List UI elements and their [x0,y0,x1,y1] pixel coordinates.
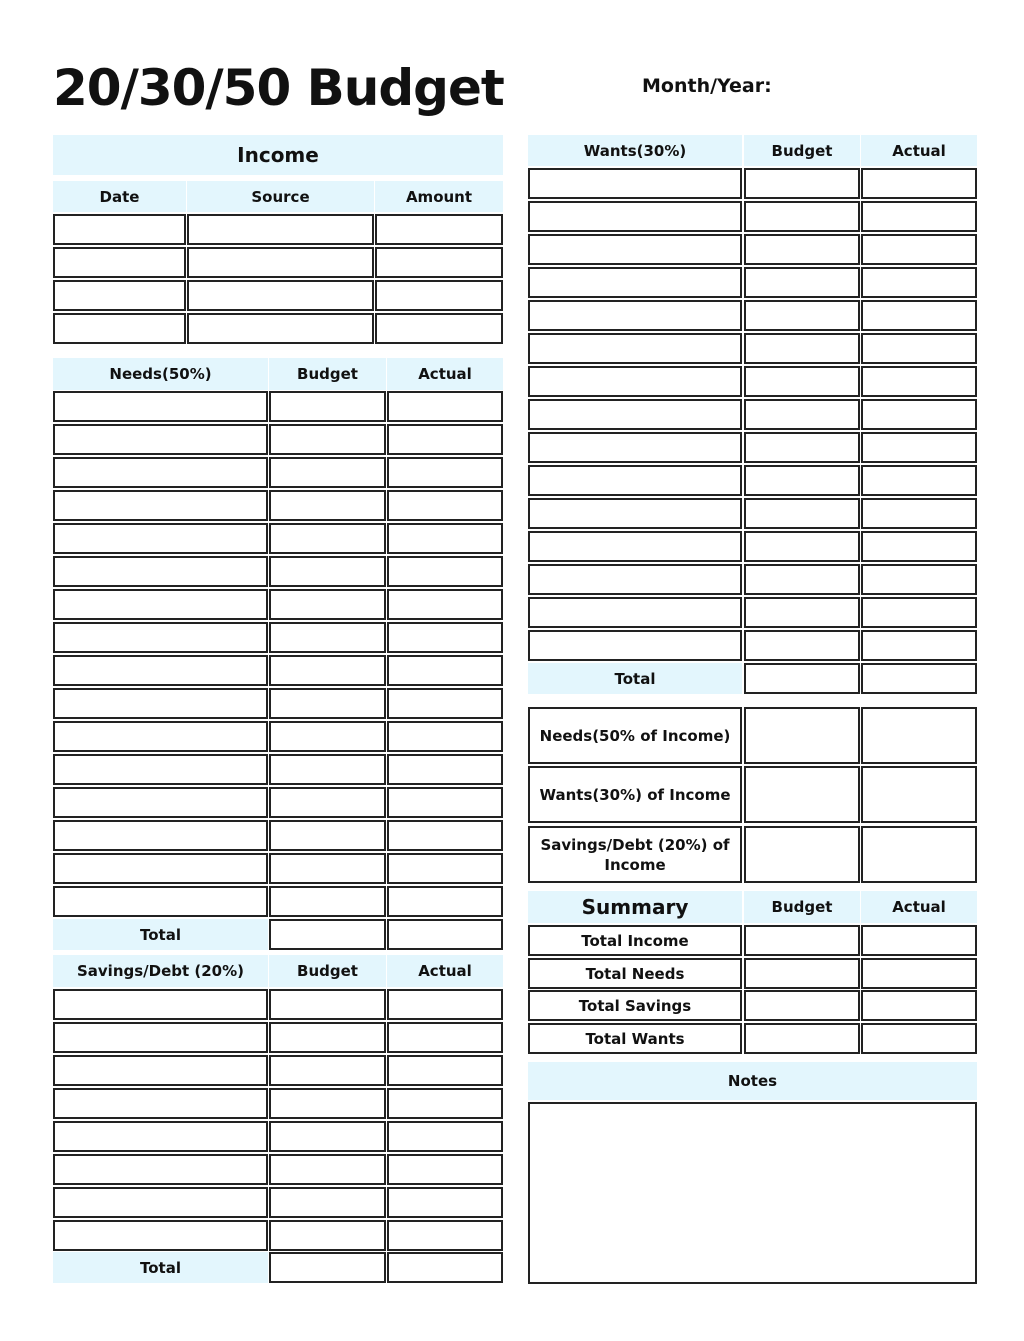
wants-input-cell[interactable] [744,531,860,562]
allocation-label: Wants(30%) of Income [528,766,742,823]
wants-input-cell[interactable] [744,498,860,529]
wants-column-header: Wants(30%) [528,135,742,166]
wants-input-cell[interactable] [861,564,977,595]
savings-input-cell[interactable] [269,989,386,1020]
summary-column-header: Actual [861,891,977,923]
savings-input-cell[interactable] [53,1121,268,1152]
wants-input-cell[interactable] [744,201,860,232]
needs-input-cell[interactable] [387,523,503,554]
wants-input-cell[interactable] [861,465,977,496]
needs-column-header: Actual [387,358,503,390]
needs-total-actual-cell[interactable] [387,919,503,950]
needs-input-cell[interactable] [53,457,268,488]
wants-input-cell[interactable] [528,564,742,595]
needs-input-cell[interactable] [53,721,268,752]
needs-input-cell[interactable] [387,391,503,422]
needs-input-cell[interactable] [387,688,503,719]
needs-input-cell[interactable] [269,391,386,422]
wants-input-cell[interactable] [744,366,860,397]
savings-total-label: Total [53,1252,268,1283]
needs-input-cell[interactable] [269,490,386,521]
savings-column-header: Actual [387,955,503,987]
needs-input-cell[interactable] [53,688,268,719]
wants-input-cell[interactable] [528,300,742,331]
summary-row-label: Total Needs [528,958,742,989]
needs-input-cell[interactable] [387,820,503,851]
needs-input-cell[interactable] [387,721,503,752]
savings-input-cell[interactable] [269,1187,386,1218]
income-input-cell[interactable] [375,280,503,311]
income-column-header: Amount [375,181,503,212]
savings-input-cell[interactable] [53,989,268,1020]
wants-input-cell[interactable] [744,432,860,463]
needs-column-header: Needs(50%) [53,358,268,390]
summary-actual-cell[interactable] [861,990,977,1021]
allocation-actual-cell[interactable] [861,707,977,764]
page-title: 20/30/50 Budget [53,59,504,117]
needs-input-cell[interactable] [269,688,386,719]
needs-column-header: Budget [269,358,386,390]
allocation-label: Needs(50% of Income) [528,707,742,764]
wants-input-cell[interactable] [744,564,860,595]
needs-input-cell[interactable] [53,820,268,851]
needs-input-cell[interactable] [53,655,268,686]
needs-input-cell[interactable] [269,457,386,488]
savings-input-cell[interactable] [269,1121,386,1152]
savings-input-cell[interactable] [269,1154,386,1185]
summary-row-label: Total Savings [528,990,742,1021]
summary-row-label: Total Wants [528,1023,742,1054]
needs-input-cell[interactable] [387,853,503,884]
savings-input-cell[interactable] [387,1154,503,1185]
needs-input-cell[interactable] [387,754,503,785]
needs-input-cell[interactable] [269,820,386,851]
needs-input-cell[interactable] [269,589,386,620]
wants-input-cell[interactable] [744,597,860,628]
wants-input-cell[interactable] [861,168,977,199]
wants-input-cell[interactable] [861,333,977,364]
notes-title: Notes [528,1062,977,1100]
wants-input-cell[interactable] [861,531,977,562]
summary-title: Summary [528,891,742,923]
needs-input-cell[interactable] [269,721,386,752]
needs-input-cell[interactable] [53,787,268,818]
savings-input-cell[interactable] [269,1088,386,1119]
needs-input-cell[interactable] [387,655,503,686]
wants-input-cell[interactable] [528,399,742,430]
needs-input-cell[interactable] [387,424,503,455]
needs-input-cell[interactable] [53,490,268,521]
wants-input-cell[interactable] [744,168,860,199]
summary-column-header: Budget [744,891,860,923]
savings-input-cell[interactable] [53,1022,268,1053]
income-input-cell[interactable] [187,313,374,344]
income-input-cell[interactable] [375,214,503,245]
savings-input-cell[interactable] [269,1055,386,1086]
savings-input-cell[interactable] [269,1022,386,1053]
allocation-budget-cell[interactable] [744,826,860,883]
needs-input-cell[interactable] [387,622,503,653]
needs-input-cell[interactable] [53,391,268,422]
wants-input-cell[interactable] [861,234,977,265]
savings-input-cell[interactable] [53,1088,268,1119]
needs-input-cell[interactable] [269,556,386,587]
needs-input-cell[interactable] [269,622,386,653]
wants-input-cell[interactable] [744,234,860,265]
savings-input-cell[interactable] [387,989,503,1020]
needs-input-cell[interactable] [387,457,503,488]
wants-input-cell[interactable] [528,366,742,397]
savings-input-cell[interactable] [53,1220,268,1251]
wants-input-cell[interactable] [861,432,977,463]
needs-input-cell[interactable] [269,886,386,917]
needs-input-cell[interactable] [269,523,386,554]
needs-input-cell[interactable] [269,754,386,785]
income-input-cell[interactable] [375,313,503,344]
income-input-cell[interactable] [187,214,374,245]
needs-input-cell[interactable] [53,556,268,587]
wants-input-cell[interactable] [861,300,977,331]
savings-total-budget-cell[interactable] [269,1252,386,1283]
needs-input-cell[interactable] [53,424,268,455]
wants-total-label: Total [528,663,742,694]
needs-input-cell[interactable] [387,490,503,521]
needs-input-cell[interactable] [269,424,386,455]
wants-input-cell[interactable] [528,630,742,661]
savings-column-header: Savings/Debt (20%) [53,955,268,987]
allocation-actual-cell[interactable] [861,766,977,823]
wants-input-cell[interactable] [861,498,977,529]
wants-input-cell[interactable] [528,201,742,232]
income-input-cell[interactable] [53,313,186,344]
notes-area[interactable] [528,1102,977,1284]
wants-input-cell[interactable] [528,597,742,628]
wants-input-cell[interactable] [861,366,977,397]
needs-input-cell[interactable] [387,787,503,818]
income-column-header: Source [187,181,374,212]
savings-input-cell[interactable] [387,1022,503,1053]
allocation-budget-cell[interactable] [744,766,860,823]
wants-input-cell[interactable] [528,234,742,265]
savings-input-cell[interactable] [387,1187,503,1218]
summary-actual-cell[interactable] [861,925,977,956]
wants-input-cell[interactable] [528,498,742,529]
needs-input-cell[interactable] [387,886,503,917]
wants-input-cell[interactable] [528,465,742,496]
wants-total-actual-cell[interactable] [861,663,977,694]
wants-input-cell[interactable] [744,267,860,298]
income-title: Income [53,135,503,175]
needs-input-cell[interactable] [387,556,503,587]
summary-row-label: Total Income [528,925,742,956]
wants-input-cell[interactable] [861,267,977,298]
needs-input-cell[interactable] [269,787,386,818]
summary-budget-cell[interactable] [744,958,860,989]
needs-input-cell[interactable] [53,853,268,884]
wants-input-cell[interactable] [528,531,742,562]
allocation-actual-cell[interactable] [861,826,977,883]
needs-input-cell[interactable] [53,754,268,785]
income-input-cell[interactable] [53,280,186,311]
needs-input-cell[interactable] [53,622,268,653]
needs-input-cell[interactable] [387,589,503,620]
summary-budget-cell[interactable] [744,1023,860,1054]
savings-input-cell[interactable] [387,1088,503,1119]
savings-total-actual-cell[interactable] [387,1252,503,1283]
income-input-cell[interactable] [53,214,186,245]
wants-input-cell[interactable] [861,630,977,661]
wants-input-cell[interactable] [744,399,860,430]
wants-input-cell[interactable] [744,630,860,661]
income-input-cell[interactable] [187,280,374,311]
savings-input-cell[interactable] [387,1220,503,1251]
income-input-cell[interactable] [187,247,374,278]
allocation-budget-cell[interactable] [744,707,860,764]
income-input-cell[interactable] [375,247,503,278]
wants-input-cell[interactable] [744,333,860,364]
wants-column-header: Budget [744,135,860,166]
savings-input-cell[interactable] [269,1220,386,1251]
needs-total-label: Total [53,919,268,950]
income-column-header: Date [53,181,186,212]
wants-input-cell[interactable] [861,399,977,430]
needs-input-cell[interactable] [53,523,268,554]
wants-input-cell[interactable] [744,300,860,331]
savings-input-cell[interactable] [53,1154,268,1185]
needs-input-cell[interactable] [53,886,268,917]
income-input-cell[interactable] [53,247,186,278]
allocation-label: Savings/Debt (20%) of Income [528,826,742,883]
month-year-label: Month/Year: [642,75,772,97]
summary-actual-cell[interactable] [861,1023,977,1054]
summary-budget-cell[interactable] [744,925,860,956]
savings-input-cell[interactable] [53,1187,268,1218]
needs-input-cell[interactable] [53,589,268,620]
wants-input-cell[interactable] [861,597,977,628]
savings-input-cell[interactable] [387,1055,503,1086]
savings-input-cell[interactable] [387,1121,503,1152]
savings-input-cell[interactable] [53,1055,268,1086]
wants-input-cell[interactable] [528,333,742,364]
needs-input-cell[interactable] [269,853,386,884]
wants-total-budget-cell[interactable] [744,663,860,694]
wants-input-cell[interactable] [744,465,860,496]
wants-input-cell[interactable] [528,168,742,199]
wants-column-header: Actual [861,135,977,166]
needs-input-cell[interactable] [269,655,386,686]
wants-input-cell[interactable] [861,201,977,232]
needs-total-budget-cell[interactable] [269,919,386,950]
summary-budget-cell[interactable] [744,990,860,1021]
wants-input-cell[interactable] [528,432,742,463]
savings-column-header: Budget [269,955,386,987]
wants-input-cell[interactable] [528,267,742,298]
summary-actual-cell[interactable] [861,958,977,989]
